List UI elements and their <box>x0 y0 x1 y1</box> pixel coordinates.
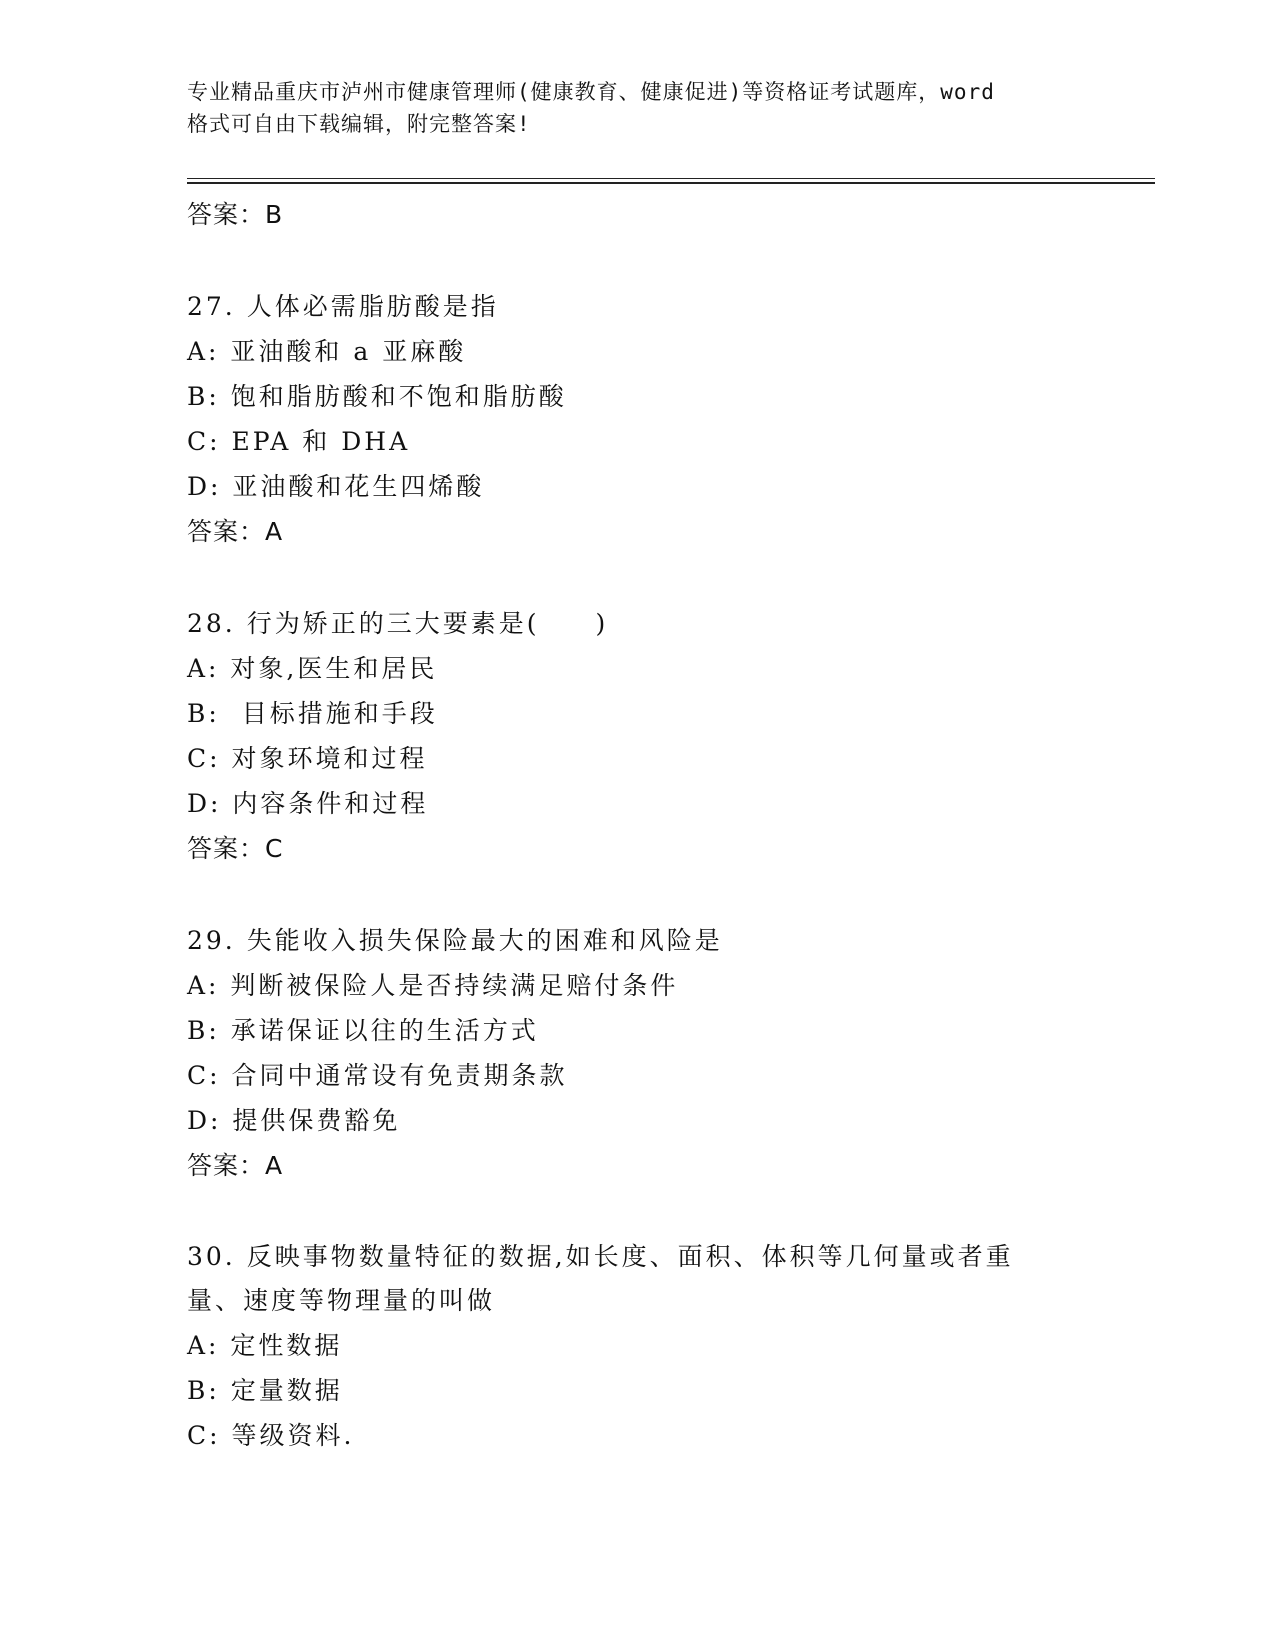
option-c: C: EPA 和 DHA <box>187 427 411 456</box>
option-c: C: 合同中通常设有免责期条款 <box>187 1061 568 1090</box>
question-text: 27. 人体必需脂肪酸是指 <box>187 292 499 321</box>
option-b: B: 饱和脂肪酸和不饱和脂肪酸 <box>187 382 567 411</box>
question-27 <box>187 284 1137 554</box>
option-b: B: 定量数据 <box>187 1376 343 1405</box>
header-rule-thick <box>187 182 1155 184</box>
option-b: B: 承诺保证以往的生活方式 <box>187 1016 539 1045</box>
answer-line: 答案：A <box>187 1151 284 1180</box>
question-text: 30. 反映事物数量特征的数据,如长度、面积、体积等几何量或者重量、速度等物理量的叫做 <box>187 1242 1014 1315</box>
option-a: A: 定性数据 <box>187 1331 343 1360</box>
answer-line: 答案：C <box>187 834 284 863</box>
option-c: C: 对象环境和过程 <box>187 744 428 773</box>
question-30 <box>187 1235 1137 1458</box>
question-text: 28. 行为矫正的三大要素是( ) <box>187 609 609 638</box>
option-d: D: 亚油酸和花生四烯酸 <box>187 472 485 501</box>
question-text: 29. 失能收入损失保险最大的困难和风险是 <box>187 926 723 955</box>
question-28 <box>187 601 1137 871</box>
page-header <box>187 76 1087 140</box>
option-d: D: 内容条件和过程 <box>187 789 429 818</box>
header-rule-thin <box>187 178 1155 179</box>
question-29 <box>187 918 1137 1188</box>
option-a: A: 判断被保险人是否持续满足赔付条件 <box>187 971 679 1000</box>
answer-line: 答案：A <box>187 517 284 546</box>
header-line-2: 格式可自由下载编辑，附完整答案! <box>187 112 531 136</box>
option-c: C: 等级资料. <box>187 1421 355 1450</box>
option-a: A: 对象,医生和居民 <box>187 654 438 683</box>
question-list <box>187 192 1137 1458</box>
option-a: A: 亚油酸和 a 亚麻酸 <box>187 337 467 366</box>
header-line-1: 专业精品重庆市泸州市健康管理师(健康教育、健康促进)等资格证考试题库，word <box>187 80 995 104</box>
option-d: D: 提供保费豁免 <box>187 1106 401 1135</box>
option-b: B: 目标措施和手段 <box>187 699 438 728</box>
answer-line: 答案：B <box>187 200 284 229</box>
